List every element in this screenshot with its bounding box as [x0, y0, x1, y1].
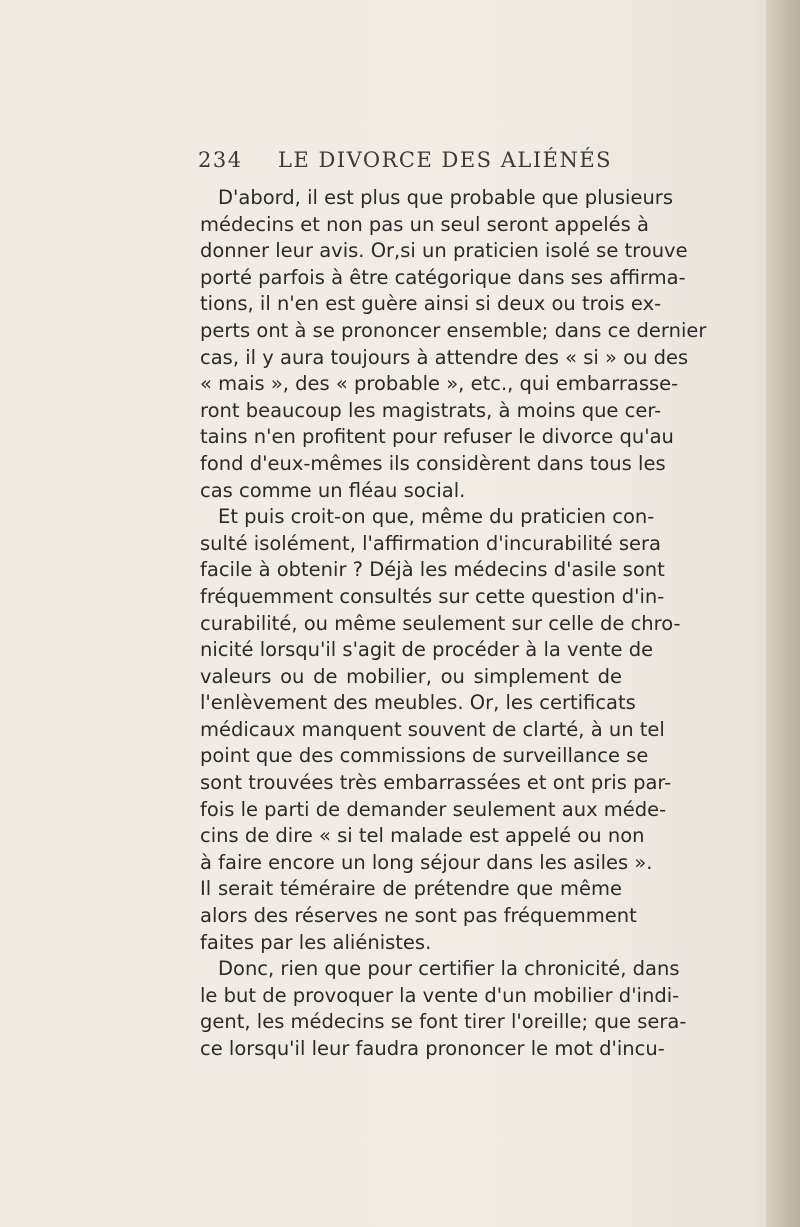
text-line: l'enlèvement des meubles. Or, les certificats: [200, 691, 636, 715]
text-line: ront beaucoup les magistrats, à moins que cer-: [200, 398, 662, 422]
text-line: Donc, rien que pour certifier la chronicité, dans: [218, 957, 680, 981]
text-line: facile à obtenir ? Déjà les médecins d'asile sont: [200, 558, 665, 582]
body-text: [200, 185, 707, 1063]
text-line: à faire encore un long séjour dans les asiles ».: [200, 850, 653, 874]
text-line: Et puis croit-on que, même du praticien con-: [218, 505, 655, 529]
text-line: fois le parti de demander seulement aux méde-: [200, 797, 667, 821]
text-line: « mais », des « probable », etc., qui embarrasse-: [200, 372, 679, 396]
text-line: fréquemment consultés sur cette question d'in-: [200, 584, 665, 608]
text-line: cas, il y aura toujours à attendre des « si » ou des: [200, 345, 689, 369]
text-line: faites par les aliénistes.: [200, 930, 432, 954]
text-line: médicaux manquent souvent de clarté, à un tel: [200, 717, 665, 741]
text-line: cas comme un fléau social.: [200, 478, 466, 502]
text-line: valeurs ou de mobilier, ou simplement de: [200, 664, 622, 688]
text-line: nicité lorsqu'il s'agit de procéder à la vente de: [200, 638, 654, 662]
text-line: point que des commissions de surveillance se: [200, 744, 649, 768]
text-line: sont trouvées très embarrassées et ont pris par-: [200, 771, 672, 795]
text-line: fond d'eux-mêmes ils considèrent dans tous les: [200, 451, 666, 475]
text-line: ce lorsqu'il leur faudra prononcer le mot d'incu-: [200, 1037, 665, 1060]
text-line: alors des réserves ne sont pas fréquemment: [200, 904, 637, 928]
page-number: 234: [198, 148, 243, 172]
text-line: curabilité, ou même seulement sur celle de chro-: [200, 611, 681, 635]
text-line: cins de dire « si tel malade est appelé ou non: [200, 824, 645, 848]
text-line: tains n'en profitent pour refuser le divorce qu'au: [200, 425, 674, 449]
page-spine-shadow: [766, 0, 800, 1227]
text-line: perts ont à se prononcer ensemble; dans ce dernier: [200, 318, 707, 342]
text-line: médecins et non pas un seul seront appelés à: [200, 212, 649, 236]
text-line: tions, il n'en est guère ainsi si deux ou trois ex-: [200, 292, 662, 316]
running-header: [198, 148, 618, 178]
text-line: Il serait téméraire de prétendre que même: [200, 877, 622, 901]
text-line: gent, les médecins se font tirer l'oreille; que sera-: [200, 1010, 687, 1034]
text-line: sulté isolément, l'affirmation d'incurabilité sera: [200, 531, 662, 555]
text-line: donner leur avis. Or,si un praticien isolé se trouve: [200, 239, 688, 263]
text-line: D'abord, il est plus que probable que plusieurs: [218, 186, 673, 209]
running-title: LE DIVORCE DES ALIÉNÉS: [278, 148, 613, 172]
text-line: le but de provoquer la vente d'un mobilier d'indi-: [200, 983, 680, 1007]
text-line: porté parfois à être catégorique dans ses affirma-: [200, 265, 686, 289]
